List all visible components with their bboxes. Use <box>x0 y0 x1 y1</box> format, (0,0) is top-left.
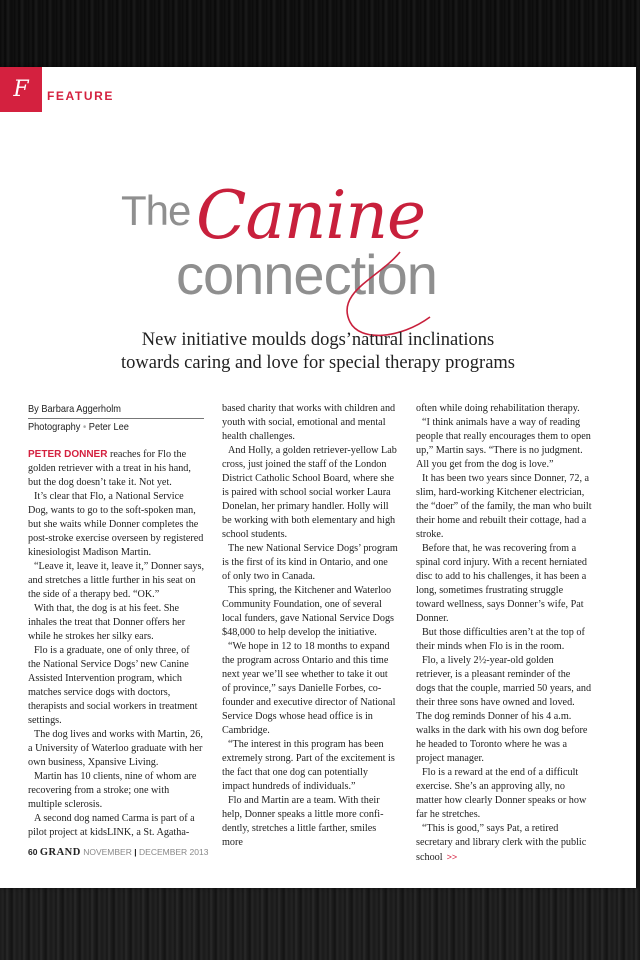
article-deck <box>0 329 636 375</box>
deck-line-2: towards caring and love for special therapy programs <box>120 353 515 373</box>
paragraph: often while doing rehabilitation therapy. <box>416 403 580 414</box>
paragraph: “Leave it, leave it, leave it,” Donner says, and stretches a little further in his seat on the side of a therapy bed. “OK.” <box>28 561 204 600</box>
page-number: 60 <box>28 847 38 857</box>
paragraph: The dog lives and works with Martin, 26, a University of Waterloo graduate with her own business, Xpansive Living. <box>28 729 203 768</box>
photo-label: Photography <box>28 421 81 433</box>
paragraph: Flo and Martin are a team. With their help, Donner speaks a little more confi-dently, stretches a little farther, smiles more <box>222 795 384 848</box>
issue-month-1: NOVEMBER <box>83 847 132 857</box>
byline-photography <box>28 420 183 435</box>
paragraph: But those difficulties aren’t at the top of their minds when Flo is in the room. <box>416 627 585 652</box>
paragraph: It has been two years since Donner, 72, a slim, hard-working Kitchener electrician, the “doer” of the family, the man who built their home and rebuilt their cottage, had a stroke. <box>416 473 592 540</box>
headline-canine: Canine <box>196 177 426 254</box>
paragraph: Flo is a graduate, one of only three, of the National Service Dogs’ new Canine Assisted Intervention program, which matches service dogs with doctors, therapists and social workers in treatment settings. <box>28 645 198 726</box>
magazine-page <box>0 67 636 888</box>
paragraph: “The interest in this program has been extremely strong. Part of the excitement is the fact that one dog can potentially impact hundreds of individuals.” <box>222 739 395 792</box>
paragraph: And Holly, a golden retriever-yellow Lab cross, just joined the staff of the London District Catholic School Board, where she is paired with school social worker Laura Donelan, her primary handler. Holly will be working with both elementary and high school students. <box>222 445 397 540</box>
article-column-2 <box>222 402 398 850</box>
article-column-3 <box>416 402 592 865</box>
byline-rule <box>28 418 204 419</box>
headline-connection: connection <box>176 243 437 306</box>
paragraph: Martin has 10 clients, nine of whom are recovering from a stroke; one with multiple sclerosis. <box>28 771 197 810</box>
paragraph: This spring, the Kitchener and Waterloo Community Foundation, one of several local funders, gave National Service Dogs $48,000 to help develop the initiative. <box>222 585 394 638</box>
section-initial-badge <box>0 67 42 112</box>
paragraph-with-continue: “This is good,” says Pat, a retired secretary and library clerk with the public school >> <box>416 823 587 863</box>
headline-the: The <box>121 187 191 234</box>
paragraph: The new National Service Dogs’ program is the first of its kind in Ontario, and one of only two in Canada. <box>222 543 398 582</box>
bullet-separator: • <box>82 421 87 433</box>
byline-author: By Barbara Aggerholm <box>28 403 121 415</box>
page-footer <box>28 847 208 858</box>
section-label: FEATURE <box>47 89 114 103</box>
article-column-1 <box>28 402 204 840</box>
continue-arrow-icon[interactable]: >> <box>446 852 458 862</box>
background-top-band <box>0 0 640 67</box>
issue-separator: | <box>134 847 137 857</box>
paragraph: Flo is a reward at the end of a difficult exercise. She’s an approving ally, no matter how clearly Donner speaks or how far he stretches. <box>416 767 587 820</box>
paragraph: It’s clear that Flo, a National Service Dog, wants to go to the soft-spoken man, but she waits while Donner completes the post-stroke exercise overseen by registered kinesiologist Madison Martin. <box>28 491 204 558</box>
paragraph: Flo, a lively 2½-year-old golden retriever, is a pleasant reminder of the dogs that the couple, married 50 years, and their three sons have owned and loved. The dog reminds Donner of his 4 a.m. walks in the dark with his own dog before he headed to Toronto where he was a project manager. <box>416 655 592 764</box>
magazine-name: GRAND <box>39 847 81 858</box>
lead-paragraph: PETER DONNER reaches for Flo the golden retriever with a treat in his hand, but the dog doesn’t take it. Not yet. <box>28 449 191 488</box>
deck-line-1: New initiative moulds dogs’natural inclinations <box>141 330 495 350</box>
paragraph: based charity that works with children and youth with social, emotional and mental health challenges. <box>222 403 396 442</box>
headline-swash-decoration <box>330 247 470 342</box>
lead-name: PETER DONNER <box>28 449 108 460</box>
paragraph: “We hope in 12 to 18 months to expand the program across Ontario and this time next year we’ll see whether to take it out of province,” says Danielle Forbes, co-founder and executive director of National Service Dogs whose head office is in Cambridge. <box>222 641 396 736</box>
photographer-name: Peter Lee <box>88 421 129 433</box>
section-initial: F <box>13 77 29 102</box>
paragraph: Before that, he was recovering from a spinal cord injury. With a recent herniated disc to add to his challenges, it has been a long, sometimes frustrating struggle toward wellness, says Donner’s wife, Pat Donner. <box>416 543 588 624</box>
paragraph: A second dog named Carma is part of a pilot project at kidsLINK, a St. Agatha- <box>28 813 195 838</box>
paragraph: “I think animals have a way of reading people that really encourages them to open up,” Martin says. “There is no judgment. All you get from the dog is love.” <box>416 417 591 470</box>
paragraph: With that, the dog is at his feet. She inhales the treat that Donner offers her while he strokes her silky ears. <box>28 603 186 642</box>
issue-month-2: DECEMBER 2013 <box>139 847 209 857</box>
